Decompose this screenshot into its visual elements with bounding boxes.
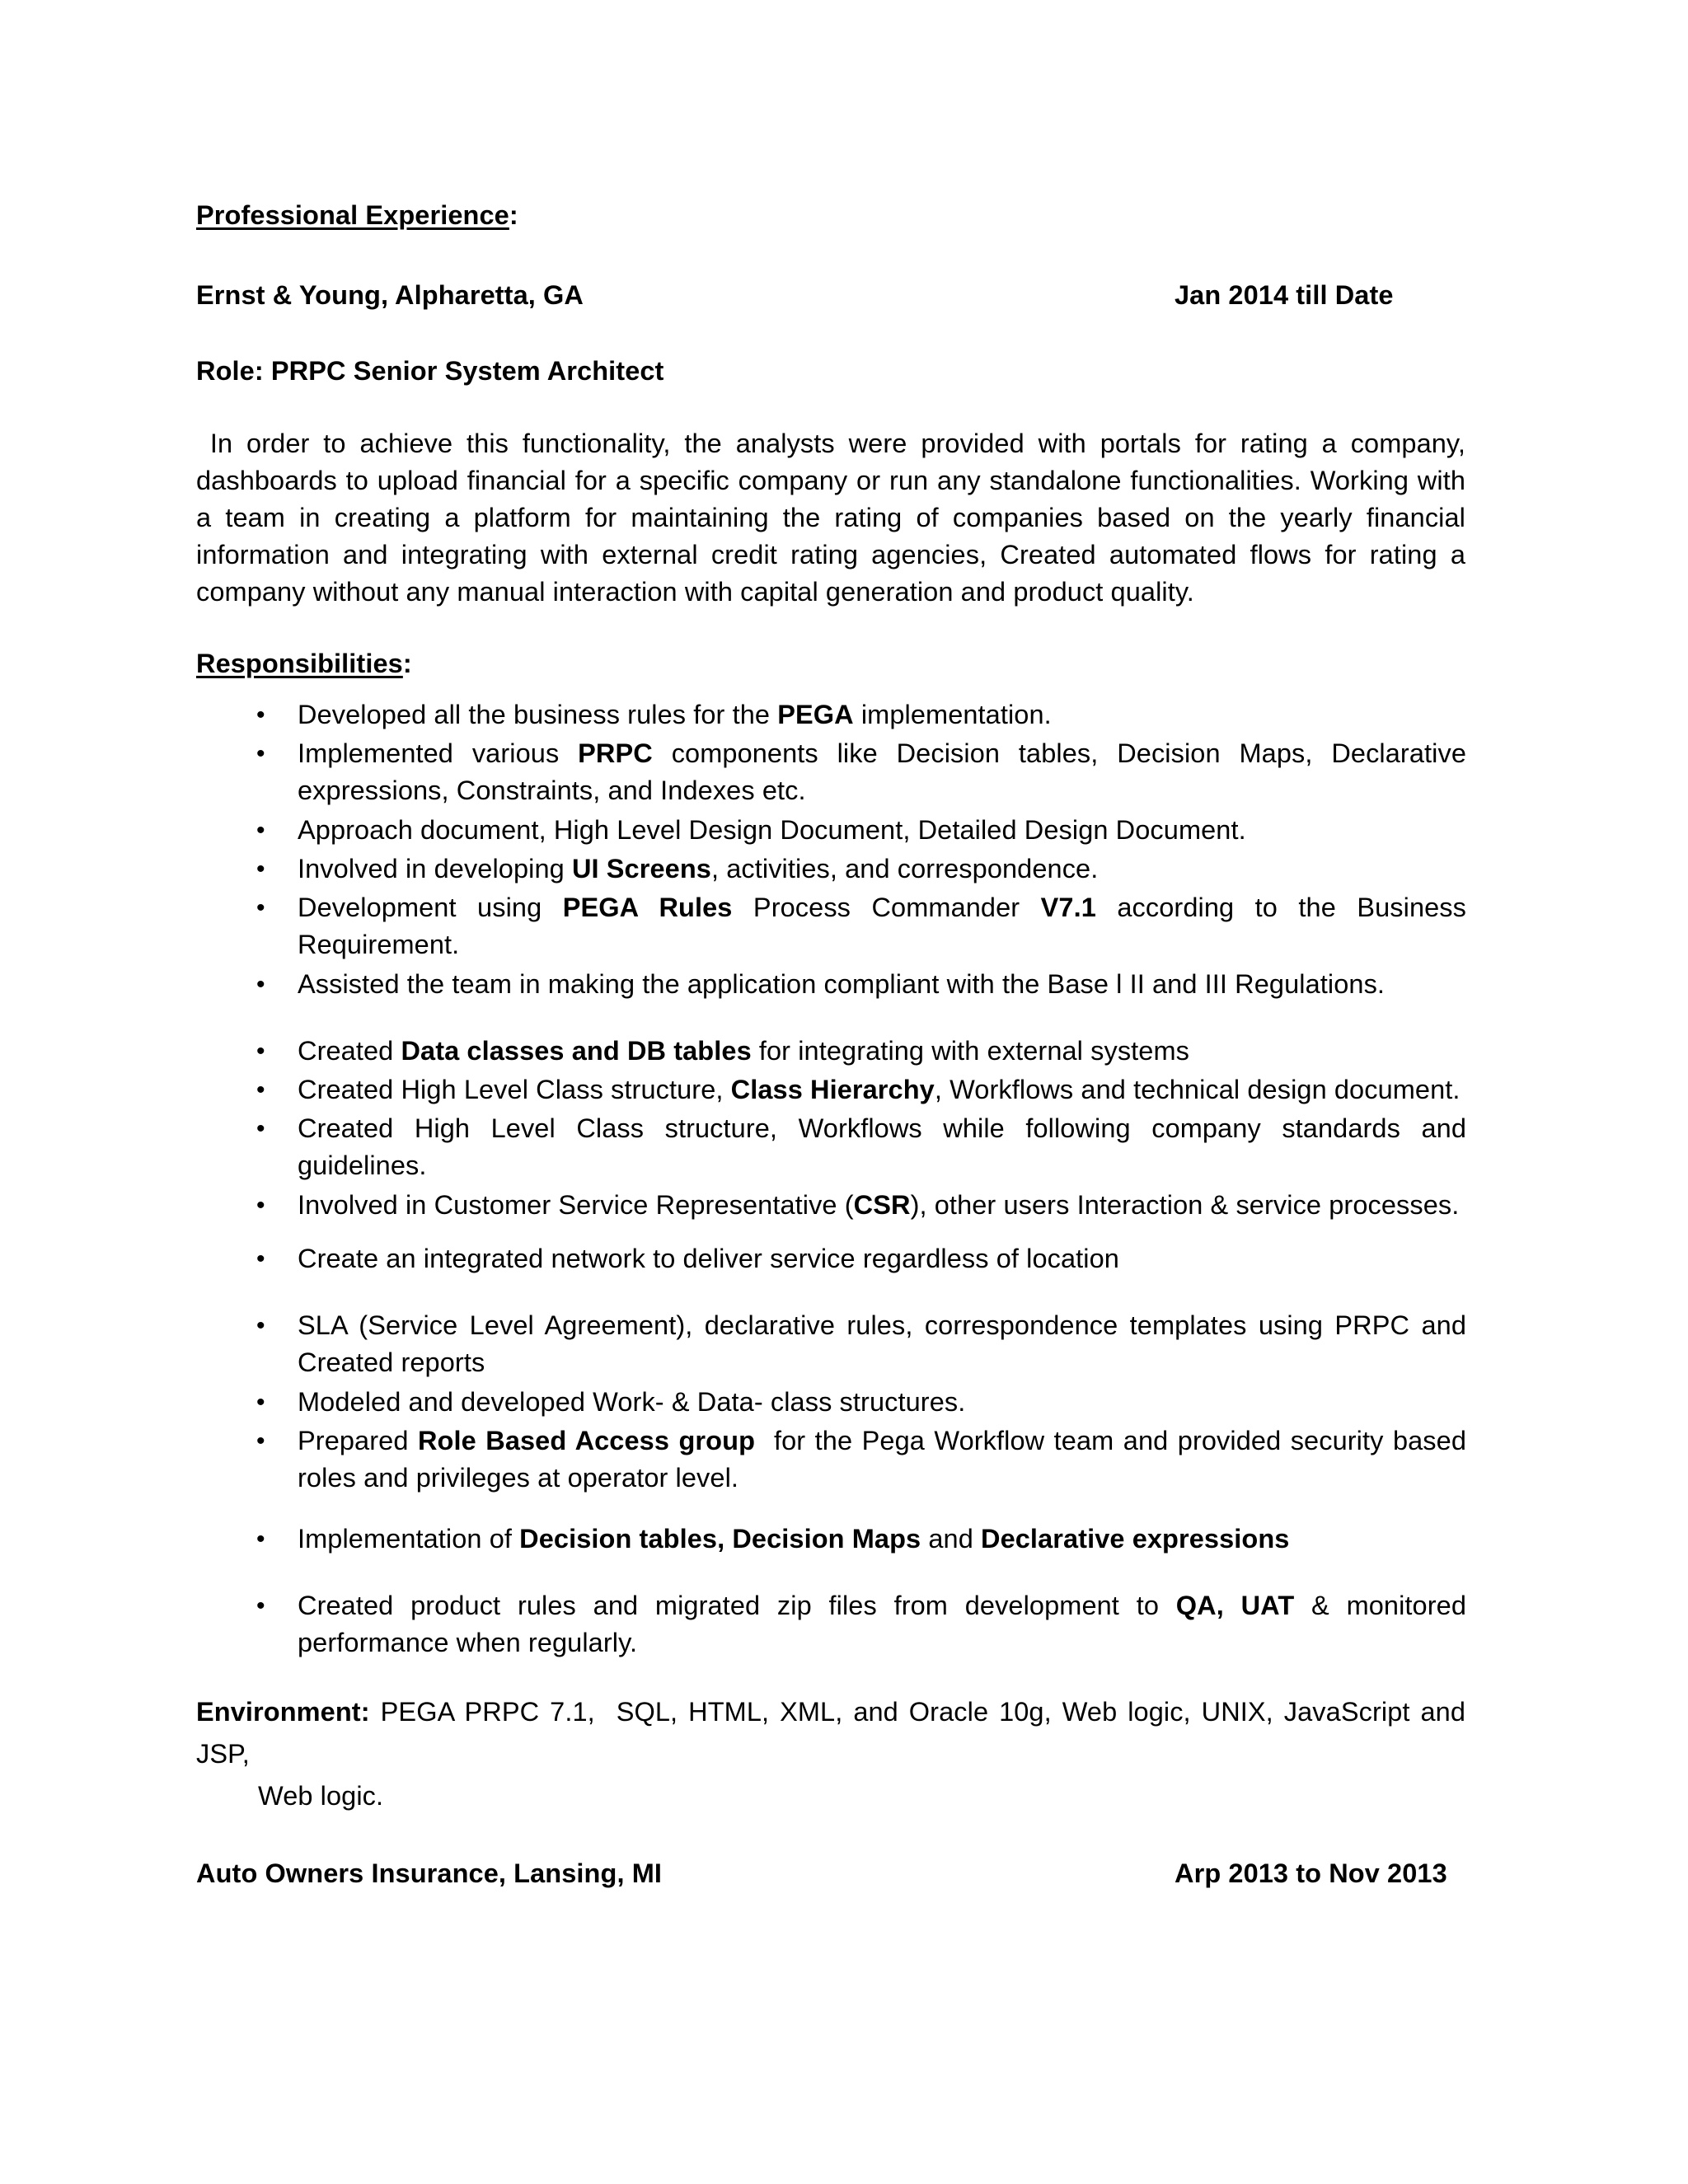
responsibility-text: Involved in Customer Service Representative ( — [298, 1190, 854, 1220]
bullet-icon: • — [256, 740, 265, 767]
job1-environment — [196, 1691, 1474, 1817]
job1-role: Role: PRPC Senior System Architect — [196, 356, 664, 386]
responsibility-bold-text: Data classes and DB tables — [401, 1036, 752, 1066]
responsibility-bold-text: PRPC — [578, 738, 653, 768]
responsibility-text: Development using — [298, 893, 563, 922]
environment-label: Environment: — [196, 1697, 370, 1727]
responsibility-item — [256, 1033, 1466, 1070]
responsibilities-label: Responsibilities — [196, 649, 403, 678]
bullet-icon: • — [256, 971, 265, 998]
bullet-icon: • — [256, 1038, 265, 1065]
responsibility-item — [256, 966, 1466, 1003]
job1-dates: Jan 2014 till Date — [1175, 280, 1394, 310]
bullet-icon: • — [256, 1076, 265, 1104]
responsibility-bold-text: CSR — [853, 1190, 911, 1220]
bullet-icon: • — [256, 1592, 265, 1619]
responsibility-text: according to the Business Requirement. — [298, 893, 1475, 959]
responsibility-bold-text: V7.1 — [1040, 893, 1096, 922]
responsibility-text: , activities, and correspondence. — [710, 854, 1099, 883]
bullet-icon: • — [256, 855, 265, 883]
responsibility-bold-text: QA, UAT — [1175, 1591, 1295, 1620]
environment-line-2: Web logic. — [258, 1781, 384, 1811]
responsibility-item — [256, 696, 1466, 733]
section-heading — [196, 197, 518, 234]
environment-line-1: PEGA PRPC 7.1, SQL, HTML, XML, and Oracle 10g, Web logic, UNIX, JavaScript and JSP, — [196, 1697, 1474, 1769]
bullet-icon: • — [256, 1427, 265, 1455]
bullet-icon: • — [256, 817, 265, 844]
job2-employer: Auto Owners Insurance, Lansing, MI — [196, 1858, 663, 1888]
responsibility-text: for the Pega Workflow team and provided security based roles and privileges at operator level. — [298, 1426, 1475, 1493]
responsibility-item — [256, 889, 1475, 963]
bullet-icon: • — [256, 894, 265, 921]
responsibility-text: components like Decision tables, Decision Maps, Declarative expressions, Constraints, and Indexes etc. — [298, 738, 1475, 805]
responsibility-text: Prepared — [298, 1426, 418, 1455]
responsibility-bold-text: Class Hierarchy — [730, 1075, 935, 1104]
responsibility-text: and — [921, 1524, 982, 1554]
responsibility-bold-text: Decision tables, Decision Maps — [519, 1524, 921, 1554]
responsibility-item — [256, 1307, 1475, 1381]
responsibility-text: Created High Level Class structure, Workflows while following company standards and guidelines. — [298, 1113, 1475, 1180]
bullet-icon: • — [256, 701, 265, 729]
responsibility-item — [256, 1110, 1475, 1184]
responsibility-text: Implemented various — [298, 738, 579, 768]
responsibility-text: Assisted the team in making the application compliant with the Base l II and III Regulations. — [298, 969, 1386, 999]
responsibility-item — [256, 1071, 1466, 1108]
responsibility-text: Created product rules and migrated zip files from development to — [298, 1591, 1176, 1620]
responsibility-text: implementation. — [853, 700, 1052, 729]
bullet-icon: • — [256, 1389, 265, 1416]
section-heading-label: Professional Experience — [196, 200, 509, 230]
responsibility-text: & monitored performance when regularly. — [298, 1591, 1475, 1657]
responsibility-text: Involved in developing — [298, 854, 572, 883]
responsibility-item — [256, 735, 1475, 809]
job1-employer: Ernst & Young, Alpharetta, GA — [196, 280, 584, 310]
responsibility-text: Approach document, High Level Design Document, Detailed Design Document. — [298, 815, 1246, 845]
bullet-icon: • — [256, 1526, 265, 1553]
responsibility-bold-text: Declarative expressions — [981, 1524, 1290, 1554]
responsibility-item — [256, 812, 1466, 849]
responsibility-text: Process Commander — [732, 893, 1041, 922]
responsibility-item — [256, 1587, 1475, 1661]
responsibility-text: ), other users Interaction & service processes. — [910, 1190, 1460, 1220]
bullet-icon: • — [256, 1115, 265, 1142]
responsibility-item — [256, 1240, 1466, 1277]
responsibilities-colon: : — [402, 649, 412, 678]
responsibility-bold-text: PEGA — [777, 700, 854, 729]
job2-dates: Arp 2013 to Nov 2013 — [1175, 1858, 1447, 1888]
job1-summary: In order to achieve this functionality, the analysts were provided with portals for rating a company, dashboards to upload financial for a specific company or run any standalone functionalities. Working with a team in creating a platform for maintaining the rating of companies based on the yearly financial information and integrating with external credit rating agencies, Created automated flows for rating a company without any manual interaction with capital generation and product quality. — [196, 429, 1474, 607]
bullet-icon: • — [256, 1245, 265, 1272]
responsibility-text: Create an integrated network to deliver service regardless of location — [298, 1244, 1119, 1273]
responsibility-text: Created — [298, 1036, 401, 1066]
responsibility-bold-text: PEGA Rules — [562, 893, 733, 922]
responsibilities-heading — [196, 645, 412, 682]
bullet-icon: • — [256, 1312, 265, 1339]
responsibility-text: for integrating with external systems — [751, 1036, 1189, 1066]
responsibility-text: Created High Level Class structure, — [298, 1075, 731, 1104]
responsibility-bold-text: UI Screens — [571, 854, 711, 883]
responsibility-item — [256, 1384, 1466, 1421]
responsibility-item — [256, 1187, 1466, 1224]
responsibility-item — [256, 1521, 1466, 1558]
responsibility-bold-text: Role Based Access group — [417, 1426, 756, 1455]
responsibility-text: Implementation of — [298, 1524, 520, 1554]
responsibility-item — [256, 851, 1466, 888]
section-heading-colon: : — [509, 200, 518, 230]
responsibility-text: Modeled and developed Work- & Data- class structures. — [298, 1387, 966, 1417]
responsibility-text: Developed all the business rules for the — [298, 700, 778, 729]
responsibility-text: , Workflows and technical design document. — [934, 1075, 1461, 1104]
responsibility-item — [256, 1422, 1475, 1497]
responsibility-text: SLA (Service Level Agreement), declarative rules, correspondence templates using PRPC and Created reports — [298, 1310, 1475, 1377]
bullet-icon: • — [256, 1192, 265, 1219]
